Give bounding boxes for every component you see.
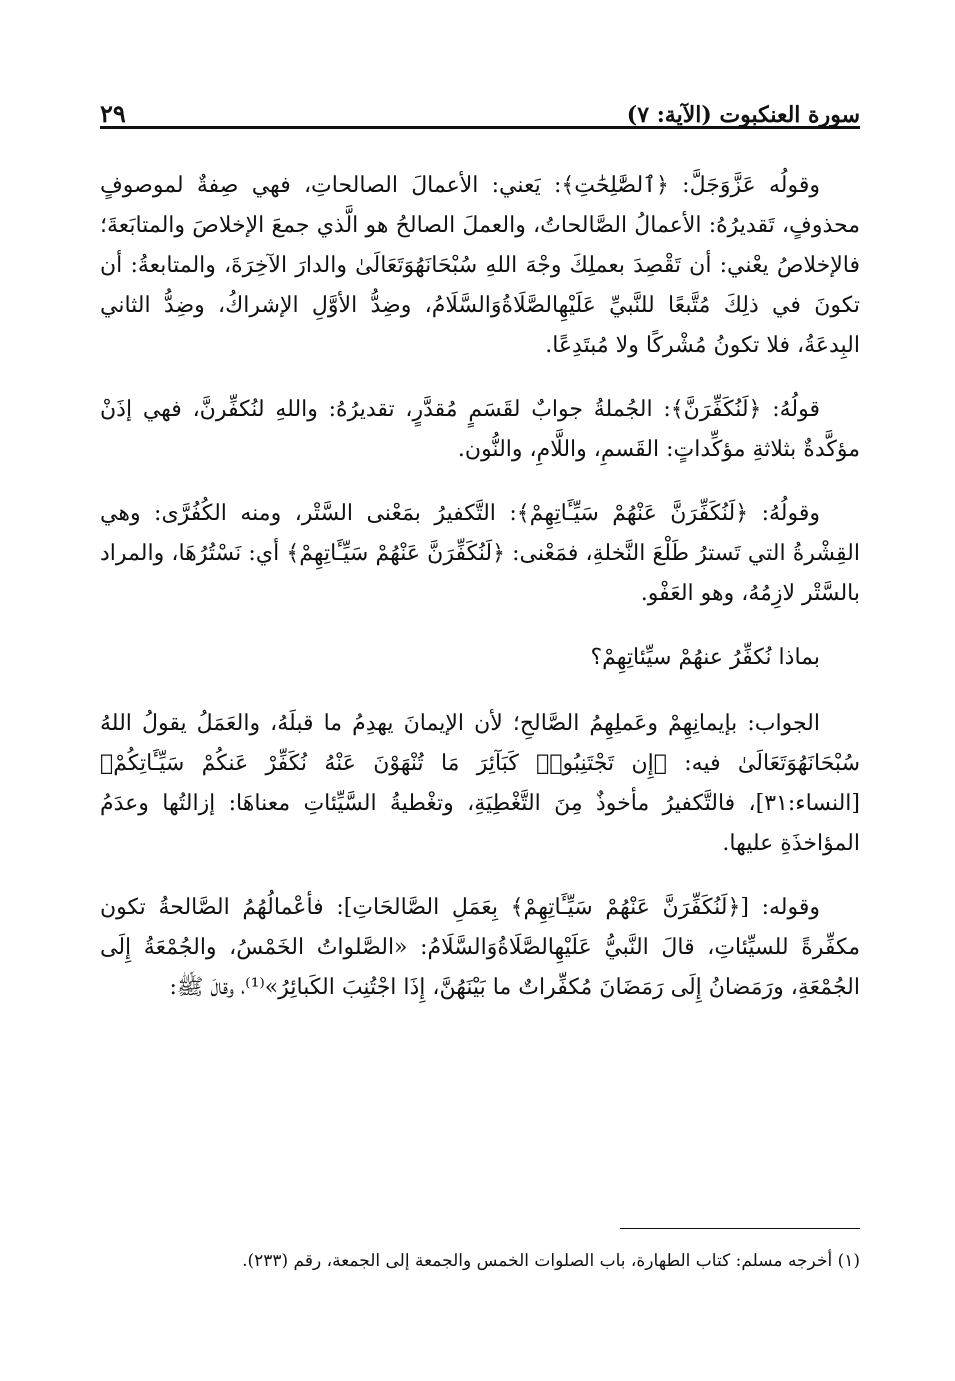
footnote-rule: [620, 1228, 860, 1229]
running-header: [100, 92, 860, 128]
paragraph-takfir-meaning: وقولُهُ: ﴿لَنُكَفِّرَنَّ عَنْهُمْ سَيِّـَٔاتِهِمْ﴾: التَّكفيرُ بمَعْنى السَّتْر، ومنه الكُفُرَّى: وهي القِشْرةُ التي تَسترُ طَلْعَ النَّخلةِ، فمَعْنى: ﴿لَنُكَفِّرَنَّ عَنْهُمْ سَيِّـَٔاتِهِمْ﴾ أي: نَسْتُرُهَا، والمراد بالسَّتْر لازِمُهُ، وهو العَفْو.: [100, 501, 860, 606]
question-heading: بماذا نُكفِّرُ عنهُمْ سيِّئاتِهِمْ؟: [590, 645, 820, 670]
paragraph-answer: الجواب: بإيمانِهِمْ وعَملِهِمُ الصَّالحِ؛ لأن الإيمانَ يهدِمُ ما قبلَهُ، والعَمَلُ يقولُ اللهُ سُبْحَانَهُوَتَعَالَىٰ فيه: ﴿إِن تَجْتَنِبُوا۟ كَبَآئِرَ مَا تُنْهَوْنَ عَنْهُ نُكَفِّرْ عَنكُمْ سَيِّـَٔاتِكُمْ﴾ [النساء:٣١]، فالتَّكفيرُ مأخوذٌ مِنَ التَّغْطِيَةِ، وتغْطيةُ السَّيِّئاتِ معناهَا: إزالتُها وعدَمُ المؤاخذَةِ عليها.: [100, 711, 860, 856]
paragraph-lanukaffiranna: قولُهُ: ﴿لَنُكَفِّرَنَّ﴾: الجُملةُ جوابٌ لقَسَمٍ مُقدَّرٍ، تقديرُهُ: واللهِ لنُكفِّرنَّ، فهي إذَنْ مؤكَّدةٌ بثلاثةِ مؤكِّداتٍ: القَسمِ، واللَّامِ، والنُّون.: [100, 397, 860, 462]
page-number: ٢٩: [100, 99, 126, 128]
running-header-title: سورة العنكبوت (الآية: ٧): [626, 102, 860, 128]
footnote: (١) أخرجه مسلم: كتاب الطهارة، باب الصلوات الخمس والجمعة إلى الجمعة، رقم (٢٣٣).: [242, 1251, 860, 1271]
header-rule: [100, 126, 860, 129]
paragraph-good-deeds: وقولُه عَزَّوَجَلَّ: ﴿ٱلصَّٰلِحَٰتِ﴾: يَعني: الأعمالَ الصالحاتِ، فهي صِفةٌ لموصوفٍ محذوفٍ، تَقديرُهُ: الأعمالُ الصَّالحاتُ، والعملَ الصالحُ هو الَّذي جمعَ الإخلاصَ والمتابَعةَ؛ فالإخلاصُ يعْني: أن تَقْصِدَ بعملِكَ وجْهَ اللهِ سُبْحَانَهُوَتَعَالَىٰ والدارَ الآخِرَةَ، والمتابعةُ: أن تكونَ في ذلِكَ مُتَّبعًا للنَّبيِّ عَلَيْهِالصَّلَاةُوَالسَّلَامُ، وضِدُّ الأوَّلِ الإشراكُ، وضِدُّ الثاني البِدعَةُ، فلا تكونُ مُشْركًا ولا مُبتَدِعًا.: [100, 173, 860, 358]
body-text: [100, 166, 860, 1032]
paragraph-prayers-hadith: وقوله: [﴿لَنُكَفِّرَنَّ عَنْهُمْ سَيِّـَٔاتِهِمْ﴾ بِعَمَلِ الصَّالحَاتِ]: فأعْمالُهُمُ الصَّالحةُ تكون مكفِّرةً للسيِّئاتِ، قالَ النَّبيُّ عَلَيْهِالصَّلَاةُوَالسَّلَامُ: «الصَّلواتُ الخَمْسُ، والجُمْعَةُ إِلَى الجُمْعَةِ، ورَمَضانُ إِلَى رَمَضَانَ مُكفِّراتٌ ما بَيْنَهُنَّ، إِذَا اجْتُنِبَ الكَبائِرُ»⁽¹⁾، وقالَ ﷺ:: [100, 895, 860, 1000]
